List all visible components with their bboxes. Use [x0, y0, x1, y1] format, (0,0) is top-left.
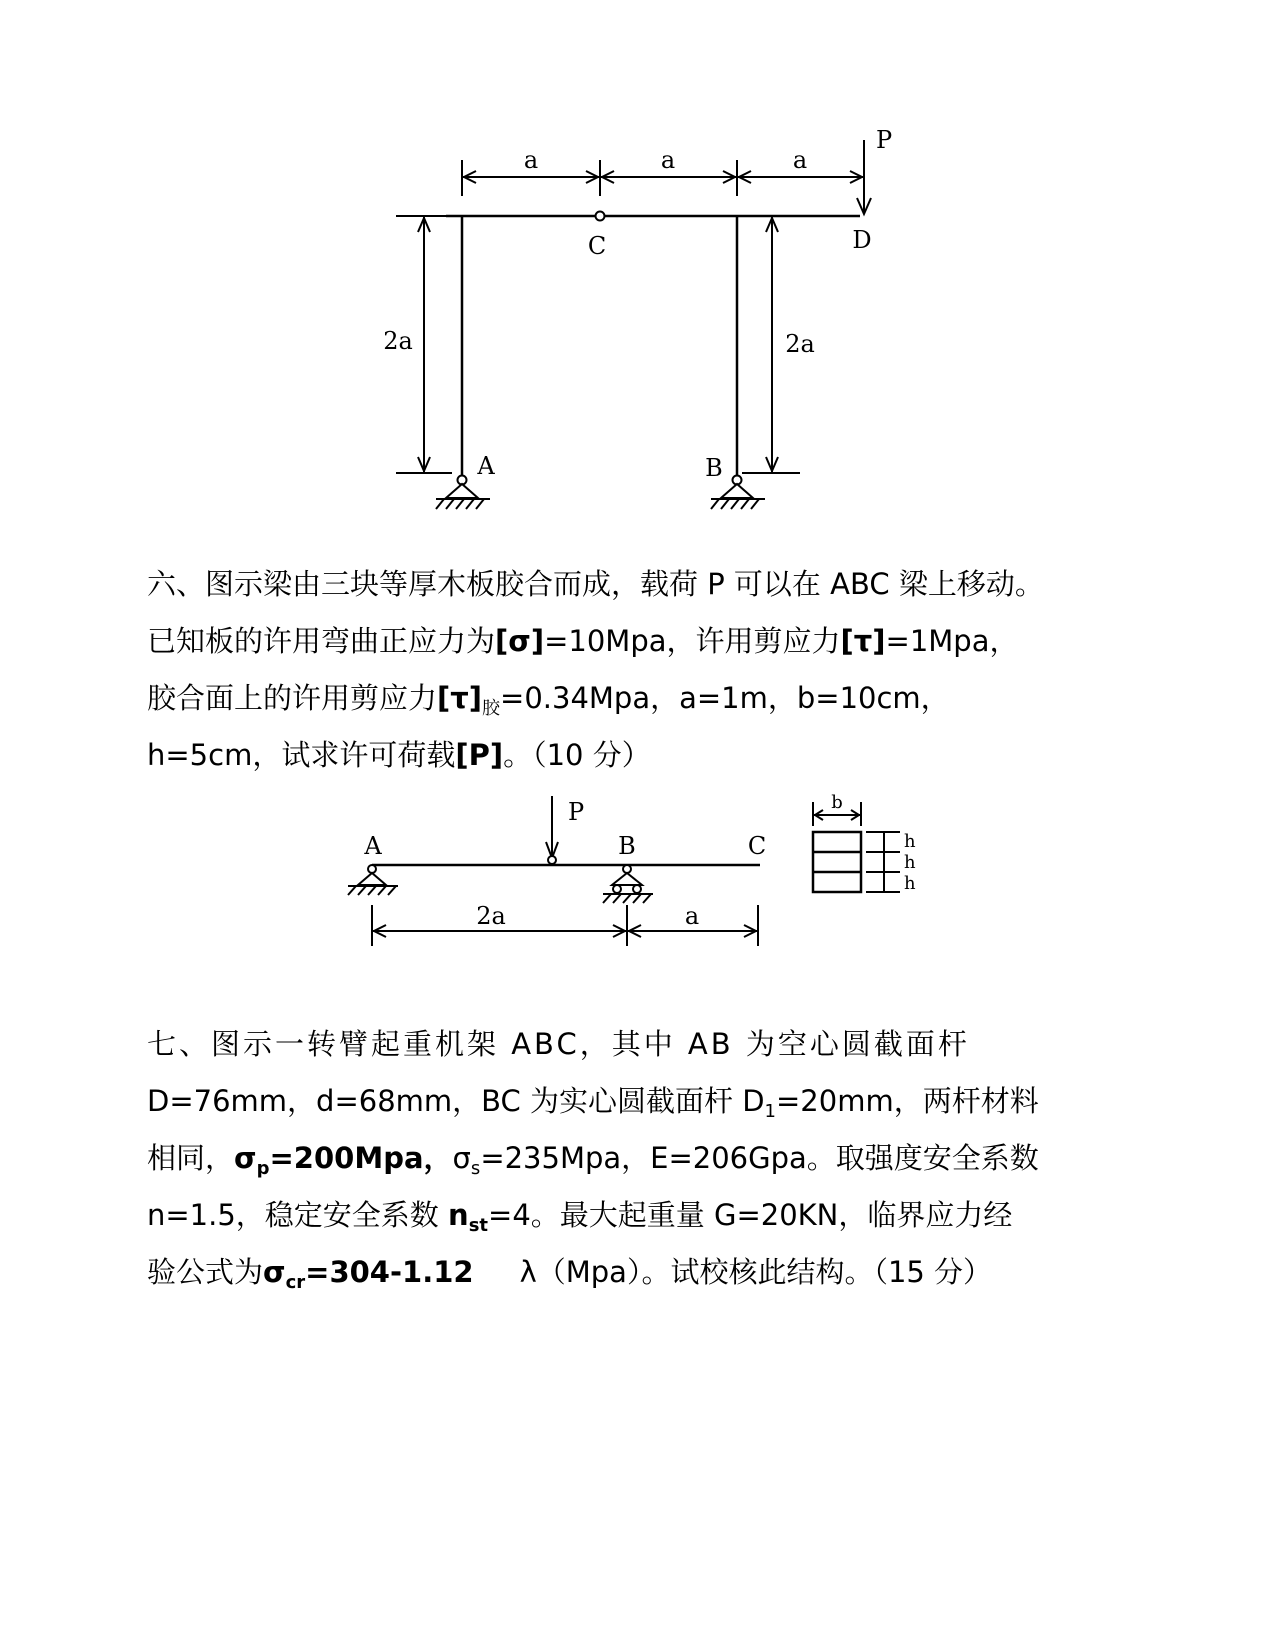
beam-label-p: P [568, 798, 585, 826]
n-st-subscript: st [468, 1215, 489, 1236]
label-c: C [587, 232, 607, 260]
sigma-s-symbol: σ [452, 1141, 471, 1175]
glue-subscript: 胶 [482, 698, 501, 719]
allowable-shear-stress-symbol: [τ] [840, 624, 886, 658]
n-st-symbol: n [448, 1198, 469, 1232]
sigma-cr-subscript: cr [285, 1272, 306, 1293]
label-a: A [477, 452, 495, 480]
label-left-height: 2a [383, 327, 413, 355]
beam-label-b: B [618, 832, 636, 860]
beam-load-arrow-p [546, 796, 558, 864]
cross-section [813, 802, 900, 892]
beam-label-span-left: 2a [476, 902, 506, 930]
beam-support-a [348, 865, 398, 895]
sigma-cr-symbol: σ [263, 1255, 286, 1289]
problem-7-line-2b: =20mm，两杆材料 [776, 1084, 1039, 1118]
beam-label-c: C [747, 832, 767, 860]
problem-6-line-4b: 。（10 分） [503, 738, 651, 772]
frame-figure [0, 0, 1275, 520]
problem-7-line-3a: 相同， [147, 1141, 235, 1175]
problem-6-line-2b: =10Mpa，许用剪应力 [544, 624, 841, 658]
problem-7-line-5a: 验公式为 [147, 1255, 264, 1289]
problem-7-line-4a: n=1.5，稳定安全系数 [147, 1198, 449, 1232]
problem-7-line-5b: =304-1.12 [305, 1255, 474, 1289]
problem-7-line-5c: λ（Mpa）。试校核此结构。（15 分） [519, 1255, 993, 1289]
problem-7-line-3b: =200Mpa， [269, 1141, 453, 1175]
problem-7-line-3c: =235Mpa，E=206Gpa。取强度安全系数 [480, 1141, 1039, 1175]
section-label-h3: h [904, 873, 916, 894]
beam-figure [0, 790, 1275, 990]
label-a1: a [523, 146, 539, 174]
allowable-load-symbol: [P] [455, 738, 504, 772]
problem-6-line-1: 六、图示梁由三块等厚木板胶合而成，载荷 P 可以在 ABC 梁上移动。 [147, 567, 1044, 601]
label-p: P [876, 126, 893, 154]
problem-7-line-2a: D=76mm，d=68mm，BC 为实心圆截面杆 D [147, 1084, 765, 1118]
problem-6-line-2c: =1Mpa， [885, 624, 1019, 658]
beam-label-a: A [364, 832, 382, 860]
allowable-bending-stress-symbol: [σ] [495, 624, 545, 658]
sigma-p-subscript: p [256, 1158, 270, 1179]
section-label-b: b [831, 792, 843, 813]
label-right-height: 2a [785, 330, 815, 358]
beam-support-b [603, 865, 653, 903]
problem-7-line-1: 七、图示一转臂起重机架 ABC，其中 AB 为空心圆截面杆 [147, 1027, 970, 1061]
support-a [436, 476, 490, 510]
section-label-h2: h [904, 852, 916, 873]
label-a3: a [792, 146, 808, 174]
glue-shear-stress-symbol: [τ] [437, 681, 483, 715]
beam-span-dimension [372, 905, 758, 946]
problem-6-line-2a: 已知板的许用弯曲正应力为 [147, 624, 496, 658]
label-a2: a [660, 146, 676, 174]
sigma-s-subscript: s [470, 1158, 481, 1179]
problem-6-text [147, 556, 1132, 784]
d1-subscript: 1 [764, 1101, 776, 1122]
beam-label-span-right: a [684, 902, 700, 930]
label-b: B [705, 454, 723, 482]
problem-6-line-3b: =0.34Mpa，a=1m，b=10cm， [500, 681, 950, 715]
problem-6-line-4a: h=5cm，试求许可荷载 [147, 738, 456, 772]
sigma-p-symbol: σ [234, 1141, 257, 1175]
problem-7-line-4b: =4。最大起重量 G=20KN，临界应力经 [488, 1198, 1013, 1232]
problem-6-line-3a: 胶合面上的许用剪应力 [147, 681, 438, 715]
label-d: D [852, 226, 872, 254]
hinge-c [596, 212, 605, 221]
section-label-h1: h [904, 831, 916, 852]
problem-7-text [147, 1016, 1132, 1301]
